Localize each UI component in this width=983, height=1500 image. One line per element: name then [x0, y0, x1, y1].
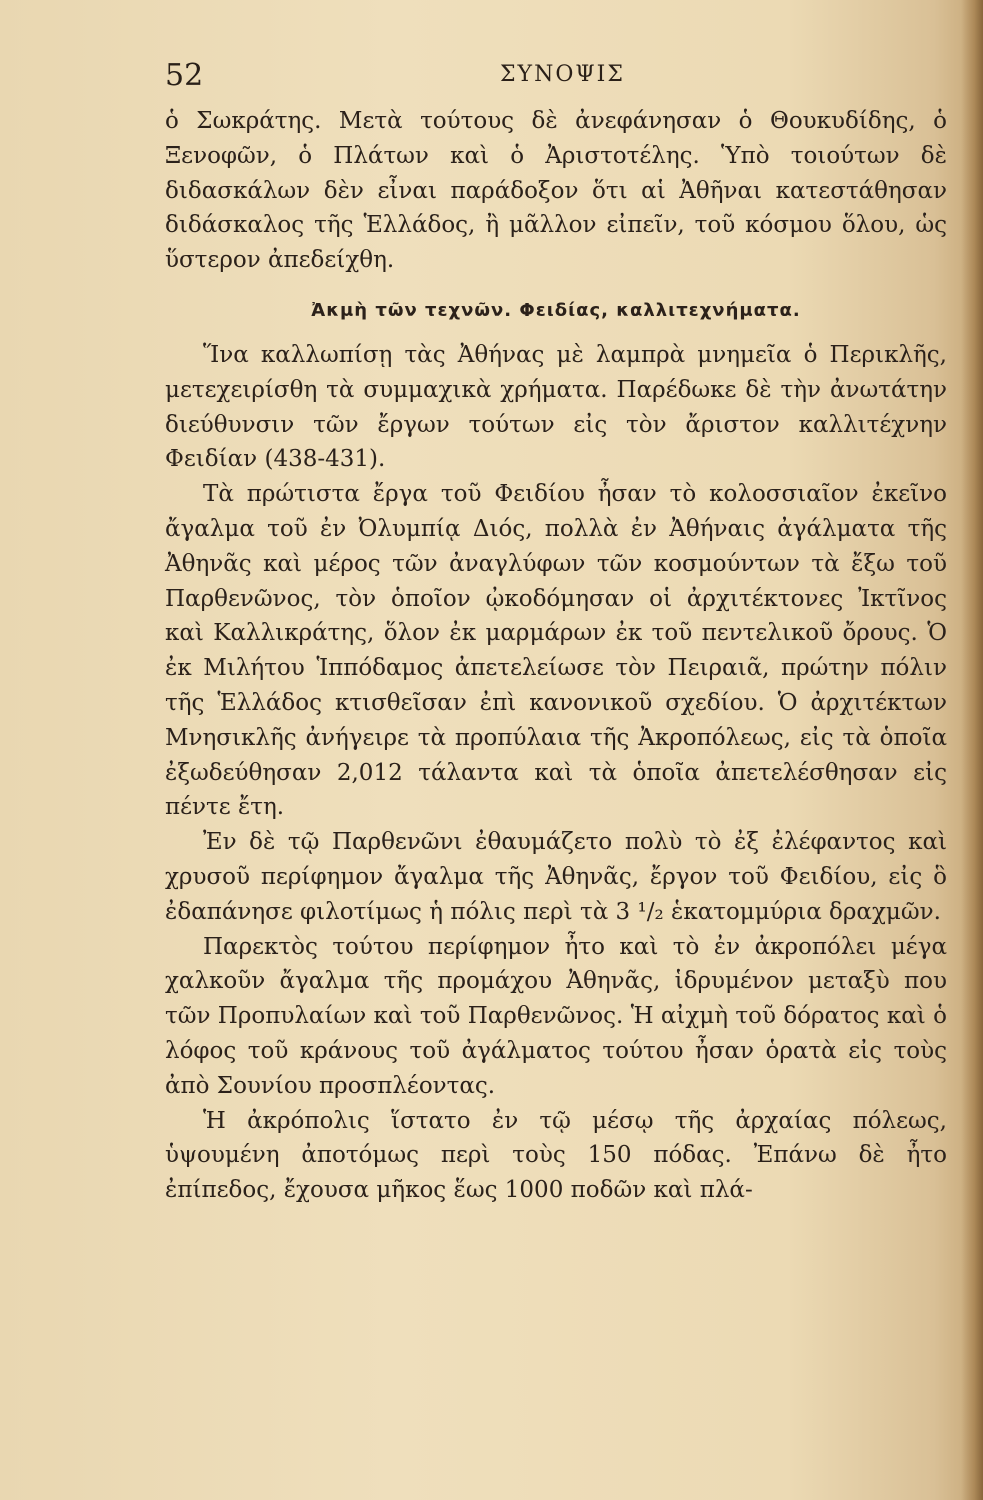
- paragraph-6: Ἡ ἀκρόπολις ἵστατο ἐν τῷ μέσῳ τῆς ἀρχαίας πόλεως, ὑψουμένη ἀποτόμως περὶ τοὺς 150 πόδας. Ἐπάνω δὲ ἦτο ἐπίπεδος, ἔχουσα μῆκος ἕως 1000 ποδῶν καὶ πλά-: [165, 1107, 947, 1204]
- page-number: 52: [165, 58, 204, 93]
- paragraph-4: Ἐν δὲ τῷ Παρθενῶνι ἐθαυμάζετο πολὺ τὸ ἐξ ἐλέφαντος καὶ χρυσοῦ περίφημον ἄγαλμα τῆς Ἀθηνᾶς, ἔργον τοῦ Φειδίου, εἰς ὃ ἐδαπάνησε φιλοτίμως ἡ πόλις περὶ τὰ 3 ¹/₂ ἑκατομμύρια δραχμῶν.: [165, 829, 947, 925]
- body-text: [165, 104, 947, 1208]
- paragraph-1: ὁ Σωκράτης. Μετὰ τούτους δὲ ἀνεφάνησαν ὁ Θουκυδίδης, ὁ Ξενοφῶν, ὁ Πλάτων καὶ ὁ Ἀριστοτέλης. Ὑπὸ τοιούτων δὲ διδασκάλων δὲν εἶναι παράδοξον ὅτι αἱ Ἀθῆναι κατεστάθησαν διδάσκαλος τῆς Ἑλλάδος, ἢ μᾶλλον εἰπεῖν, τοῦ κόσμου ὅλου, ὡς ὕστερον ἀπεδείχθη.: [165, 108, 947, 274]
- paragraph-2: Ἵνα καλλωπίσῃ τὰς Ἀθήνας μὲ λαμπρὰ μνημεῖα ὁ Περικλῆς, μετεχειρίσθη τὰ συμμαχικὰ χρήματα. Παρέδωκε δὲ τὴν ἀνωτάτην διεύθυνσιν τῶν ἔργων τούτων εἰς τὸν ἄριστον καλλιτέχνην Φειδίαν (438-431).: [165, 341, 947, 473]
- page-header: [165, 58, 935, 98]
- page-edge-shadow: [961, 0, 983, 1500]
- running-title: ΣΥΝΟΨΙΣ: [500, 62, 625, 87]
- paragraph-3: Τὰ πρώτιστα ἔργα τοῦ Φειδίου ἦσαν τὸ κολοσσιαῖον ἐκεῖνο ἄγαλμα τοῦ ἐν Ὀλυμπίᾳ Διός, πολλὰ ἐν Ἀθήναις ἀγάλματα τῆς Ἀθηνᾶς καὶ μέρος τῶν ἀναγλύφων τῶν κοσμούντων τὰ ἔξω τοῦ Παρθενῶνος, τὸν ὁποῖον ᾠκοδόμησαν οἱ ἀρχιτέκτονες Ἰκτῖνος καὶ Καλλικράτης, ὅλον ἐκ μαρμάρων ἐκ τοῦ πεντελικοῦ ὄρους. Ὁ ἐκ Μιλήτου Ἱππόδαμος ἀπετελείωσε τὸν Πειραιᾶ, πρώτην πόλιν τῆς Ἑλλάδος κτισθεῖσαν ἐπὶ κανονικοῦ σχεδίου. Ὁ ἀρχιτέκτων Μνησικλῆς ἀνήγειρε τὰ προπύλαια τῆς Ἀκροπόλεως, εἰς τὰ ὁποῖα ἐξωδεύθησαν 2,012 τάλαντα καὶ τὰ ὁποῖα ἀπετελέσθησαν εἰς πέντε ἔτη.: [165, 481, 947, 821]
- section-heading: Ἀκμὴ τῶν τεχνῶν. Φειδίας, καλλιτεχνήματα.: [311, 299, 801, 321]
- paragraph-5: Παρεκτὸς τούτου περίφημον ἦτο καὶ τὸ ἐν ἀκροπόλει μέγα χαλκοῦν ἄγαλμα τῆς προμάχου Ἀθηνᾶς, ἱδρυμένον μεταξὺ που τῶν Προπυλαίων καὶ τοῦ Παρθενῶνος. Ἡ αἰχμὴ τοῦ δόρατος καὶ ὁ λόφος τοῦ κράνους τοῦ ἀγάλματος τούτου ἦσαν ὁρατὰ εἰς τοὺς ἀπὸ Σουνίου προσπλέοντας.: [165, 933, 947, 1099]
